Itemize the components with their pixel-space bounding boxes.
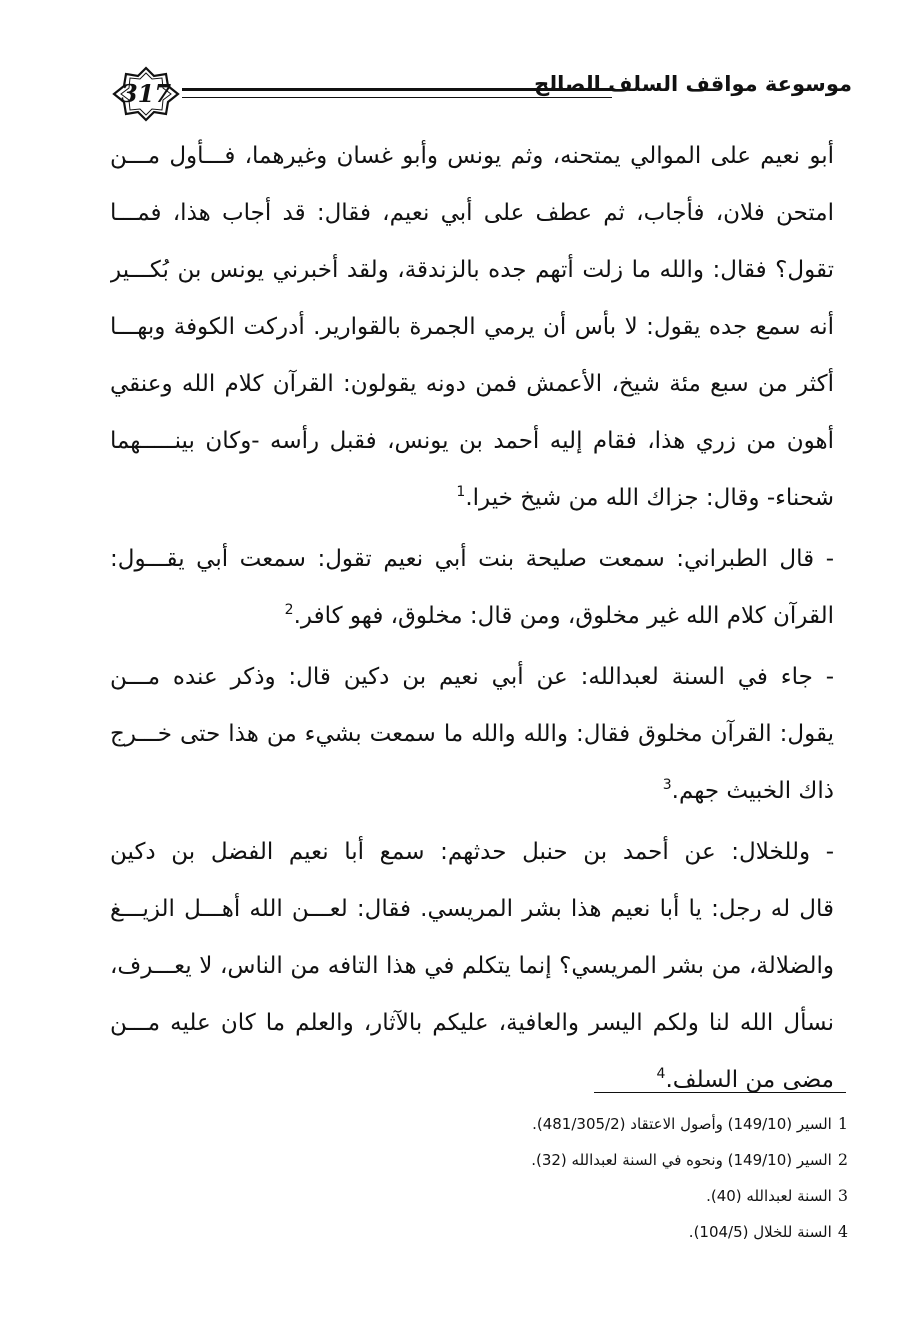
text-line: نسأل الله لنا ولكم اليسر والعافية، عليكم بالآثار، والعلم ما كان عليه مـــن xyxy=(110,1010,834,1036)
text-line-with-ref xyxy=(110,470,834,527)
text-line: ذاك الخبيث جهم. xyxy=(671,778,834,804)
text-line-with-ref xyxy=(110,1052,834,1109)
footnote-ref: 3 xyxy=(662,777,672,793)
footnote-item xyxy=(340,1214,848,1250)
text-line: مضى من السلف. xyxy=(665,1067,834,1093)
footnote-item xyxy=(340,1142,848,1178)
page-header xyxy=(112,66,852,122)
footnote-number: 4 xyxy=(837,1222,848,1241)
footnote-text: السنة لعبدالله (40). xyxy=(706,1187,832,1205)
text-line: أنه سمع جده يقول: لا بأس أن يرمي الجمرة بالقوارير. أدركت الكوفة وبهـــا xyxy=(110,314,834,340)
text-line: - وللخلال: عن أحمد بن حنبل حدثهم: سمع أبا نعيم الفضل بن دكين xyxy=(110,839,834,865)
text-line-with-ref xyxy=(110,763,834,820)
text-line: امتحن فلان، فأجاب، ثم عطف على أبي نعيم، فقال: قد أجاب هذا، فمـــا xyxy=(110,200,834,226)
footnote-number: 2 xyxy=(837,1150,848,1169)
text-line: والضلالة، من بشر المريسي؟ إنما يتكلم في هذا التافه من الناس، لا يعـــرف، xyxy=(110,953,834,979)
footnotes xyxy=(340,1106,848,1250)
footnote-item xyxy=(340,1106,848,1142)
page-number: 317 xyxy=(120,79,172,108)
text-line: تقول؟ فقال: والله ما زلت أتهم جده بالزندقة، ولقد أخبرني يونس بن بُكـــير xyxy=(110,257,834,283)
footnote-ref: 4 xyxy=(656,1066,666,1082)
text-line: القرآن كلام الله غير مخلوق، ومن قال: مخلوق، فهو كافر. xyxy=(293,603,834,629)
footnote-text: السنة للخلال (104/5). xyxy=(688,1223,832,1241)
text-line: - جاء في السنة لعبدالله: عن أبي نعيم بن دكين قال: وذكر عنده مـــن xyxy=(110,664,834,690)
text-line: يقول: القرآن مخلوق فقال: والله والله ما سمعت بشيء من هذا حتى خـــرج xyxy=(110,721,834,747)
footnote-divider xyxy=(594,1092,846,1093)
text-line: أكثر من سبع مئة شيخ، الأعمش فمن دونه يقولون: القرآن كلام الله وعنقي xyxy=(110,371,834,397)
footnote-number: 3 xyxy=(837,1186,848,1205)
main-text xyxy=(110,128,834,1109)
footnote-ref: 2 xyxy=(284,602,294,618)
text-line: شحناء- وقال: جزاك الله من شيخ خيرا. xyxy=(465,485,834,511)
footnote-number: 1 xyxy=(837,1114,848,1133)
text-line: أبو نعيم على الموالي يمتحنه، وثم يونس وأبو غسان وغيرهما، فـــأول مـــن xyxy=(110,143,834,169)
text-line: أهون من زري هذا، فقام إليه أحمد بن يونس، فقبل رأسه -وكان بينـــــهما xyxy=(110,428,834,454)
footnote-text: السير (149/10) ونحوه في السنة لعبدالله (32). xyxy=(531,1151,832,1169)
footnote-ref: 1 xyxy=(456,484,466,500)
footnote-item xyxy=(340,1178,848,1214)
text-line: قال له رجل: يا أبا نعيم هذا بشر المريسي. فقال: لعـــن الله أهـــل الزيـــغ xyxy=(110,896,834,922)
footnote-text: السير (149/10) وأصول الاعتقاد (481/305/2). xyxy=(532,1115,832,1133)
book-title: موسوعة مواقف السلف الصالح xyxy=(534,72,852,96)
text-line: - قال الطبراني: سمعت صليحة بنت أبي نعيم تقول: سمعت أبي يقـــول: xyxy=(110,546,834,572)
text-line-with-ref xyxy=(110,588,834,645)
